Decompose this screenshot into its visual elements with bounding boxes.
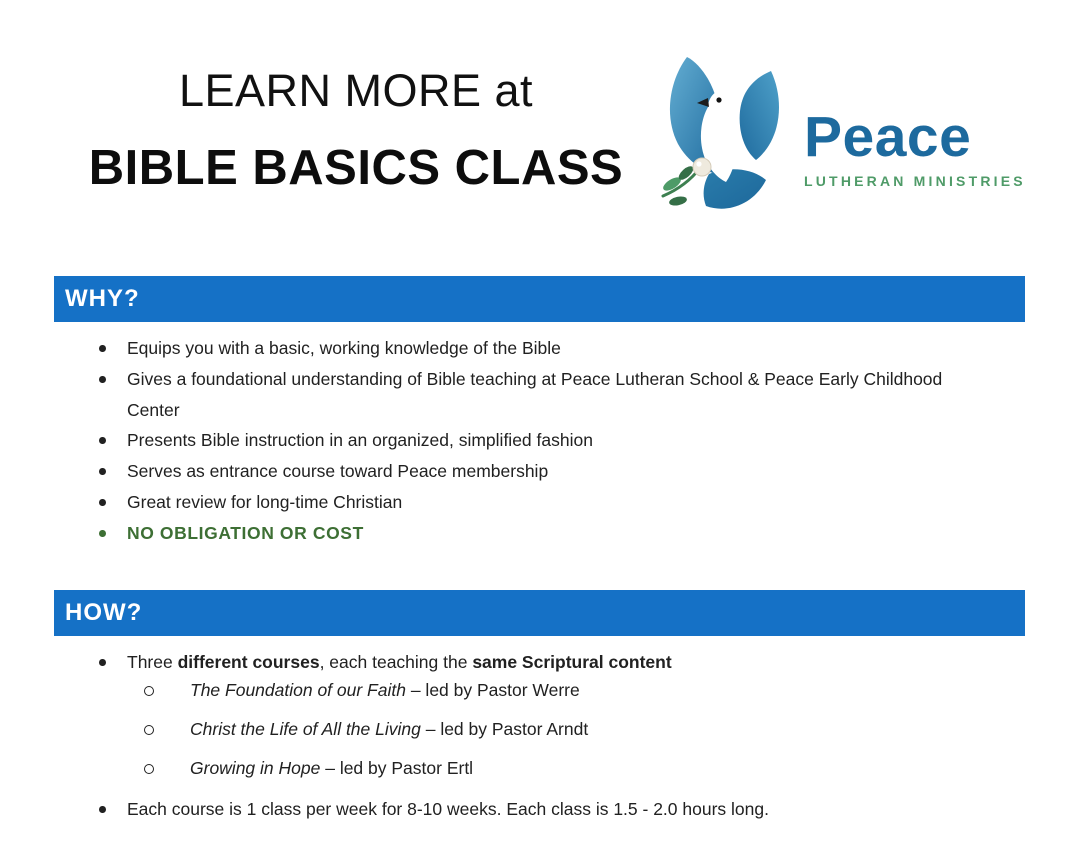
how-bullet-list: [96, 648, 996, 823]
how-intro-text: Three: [127, 652, 178, 672]
course-leader: – led by Pastor Arndt: [420, 719, 589, 739]
how-heading: HOW?: [65, 599, 143, 626]
course-title: Growing in Hope: [190, 758, 321, 778]
why-bullet-item: Presents Bible instruction in an organized, simplified fashion: [96, 425, 976, 456]
how-intro-bullet: [96, 648, 996, 782]
logo-text: [804, 105, 1026, 189]
why-bullet-item: Gives a foundational understanding of Bible teaching at Peace Lutheran School & Peace Early Childhood Center: [96, 364, 976, 426]
course-leader: – led by Pastor Werre: [405, 680, 580, 700]
title-block: [56, 66, 656, 195]
schedule-bullet: Each course is 1 class per week for 8-10 weeks. Each class is 1.5 - 2.0 hours long.: [96, 795, 996, 823]
why-heading: WHY?: [65, 285, 140, 312]
course-title: Christ the Life of All the Living: [190, 719, 421, 739]
how-intro-bold: same Scriptural content: [472, 652, 672, 672]
course-list: [144, 676, 996, 782]
dove-with-olive-branch-icon: [655, 55, 800, 223]
course-leader: – led by Pastor Ertl: [320, 758, 474, 778]
course-item: [144, 676, 996, 704]
why-bullet-item: Great review for long-time Christian: [96, 487, 976, 518]
how-intro-bold: different courses: [177, 652, 320, 672]
course-item: [144, 754, 996, 782]
title-line-1: LEARN MORE at: [178, 65, 534, 116]
logo-subtitle: LUTHERAN MINISTRIES: [804, 173, 1026, 189]
why-bullet-item: Equips you with a basic, working knowledge of the Bible: [96, 333, 976, 364]
how-section-bar: [54, 590, 1025, 636]
course-item: [144, 715, 996, 743]
why-bullet-list: [96, 333, 976, 549]
why-section-bar: [54, 276, 1025, 322]
course-title: The Foundation of our Faith: [190, 680, 406, 700]
peace-lutheran-logo: [655, 55, 1035, 230]
how-intro-text: , each teaching the: [319, 652, 473, 672]
why-highlight-bullet: NO OBLIGATION OR COST: [96, 518, 976, 549]
why-bullet-item: Serves as entrance course toward Peace membership: [96, 456, 976, 487]
logo-wordmark: Peace: [804, 105, 972, 169]
title-line-2: BIBLE BASICS CLASS: [88, 140, 624, 195]
